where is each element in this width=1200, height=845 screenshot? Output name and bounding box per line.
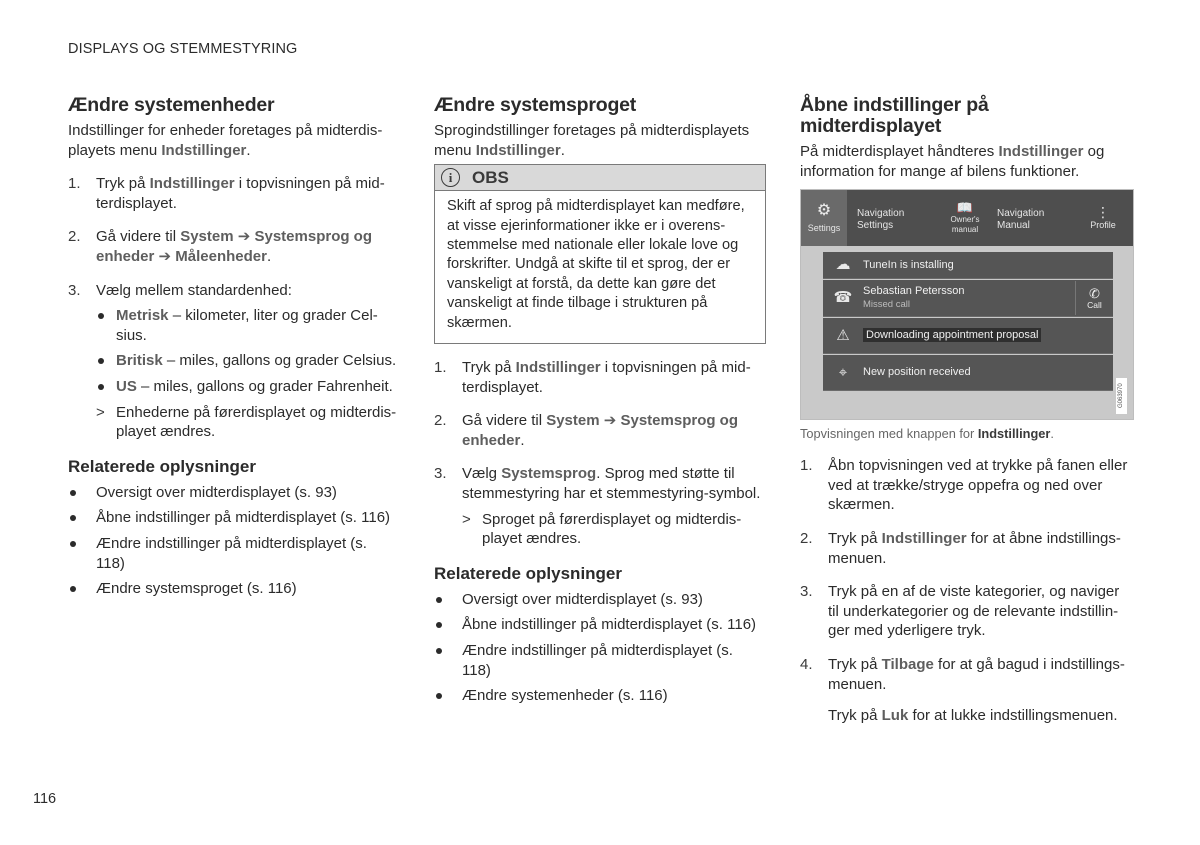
step-item: 1. Åbn topvisningen ved at trykke på fanen eller ved at trække/stryge oppefra og ned over skærmen. bbox=[800, 457, 1128, 514]
unit-option: Britisk – miles, gallons og grader Celsius. bbox=[96, 351, 400, 371]
unit-option: Metrisk – kilometer, liter og grader Celsius. bbox=[96, 306, 400, 345]
book-icon: 📖 bbox=[956, 200, 974, 216]
profile-icon: ⋮ bbox=[1096, 204, 1110, 221]
unit-options bbox=[96, 306, 400, 396]
note-header bbox=[435, 165, 765, 191]
notification-item[interactable]: ☎ Sebastian Petersson Missed call ✆ Call bbox=[823, 280, 1113, 317]
bullet-icon bbox=[434, 615, 462, 635]
bullet-icon bbox=[68, 534, 96, 573]
related-link[interactable]: Ændre indstillinger på midterdisplayet (s. 118) bbox=[434, 641, 766, 680]
related-list bbox=[434, 590, 766, 706]
step-item: 3. Tryk på en af de viste kategorier, og naviger til underkategorier og de relevante indstillinger med yderligere tryk. bbox=[800, 583, 1120, 640]
notification-item[interactable]: ☁ TuneIn is installing bbox=[823, 252, 1113, 279]
warning-icon: ⚠ bbox=[836, 326, 850, 344]
step-item: 2. Tryk på Indstillinger for at åbne indstillingsmenuen. bbox=[800, 529, 1121, 567]
result-line: > Sproget på førerdisplayet og midterdisplayet ændres. bbox=[462, 510, 742, 548]
note-box bbox=[434, 164, 766, 344]
related-list bbox=[68, 483, 400, 599]
intro-paragraph: Sprogindstillinger foretages på midterdisplayets menu Indstillinger. bbox=[434, 122, 750, 159]
bullet-icon bbox=[96, 351, 116, 371]
related-link[interactable]: Åbne indstillinger på midterdisplayet (s. 116) bbox=[434, 615, 766, 635]
intro-paragraph: Indstillinger for enheder foretages på midterdisplayets menu Indstillinger. bbox=[68, 122, 383, 159]
step-item: 4. Tryk på Tilbage for at gå bagud i indstillingsmenuen. bbox=[800, 655, 1125, 693]
call-button[interactable]: ✆ Call bbox=[1075, 281, 1113, 315]
result-line: > Enhederne på førerdisplayet og midterdisplayet ændres. bbox=[96, 403, 397, 441]
bullet-icon bbox=[68, 483, 96, 503]
note-text: Skift af sprog på midterdisplayet kan medføre, at visse ejerinformationer ikke er i overensstemmelse med nationale eller lokale love og forskrifter. Undgå at skifte til et sprog, der er vanskeligt at forstå, da dette kan gøre det vanskeligt at finde tilbage i strukturen på skærmen. bbox=[447, 198, 745, 331]
bullet-icon bbox=[96, 377, 116, 397]
note-label: OBS bbox=[472, 167, 509, 187]
bullet-icon bbox=[68, 579, 96, 599]
tab-settings[interactable]: ⚙ Settings bbox=[801, 190, 847, 246]
result-marker-icon: > bbox=[96, 403, 105, 421]
close-instruction: Tryk på Luk for at lukke indstillingsmenuen. bbox=[828, 707, 1118, 725]
tab-profile[interactable]: ⋮ Profile bbox=[1090, 204, 1116, 231]
step-item: 2. Gå videre til System ➔ Systemsprog og enheder. bbox=[434, 412, 739, 449]
arrow-icon: ➔ bbox=[599, 412, 621, 430]
related-link[interactable]: Ændre indstillinger på midterdisplayet (s. 118) bbox=[68, 534, 400, 573]
center-display-screenshot bbox=[800, 189, 1134, 420]
column-open-settings bbox=[800, 95, 1134, 726]
phone-icon: ✆ bbox=[1089, 285, 1100, 301]
position-icon: ⌖ bbox=[838, 363, 848, 381]
menu-term: Indstillinger bbox=[161, 141, 247, 159]
bullet-icon bbox=[434, 590, 462, 610]
unit-option: US – miles, gallons og grader Fahrenheit. bbox=[96, 377, 400, 397]
top-view-bar bbox=[801, 190, 1134, 246]
page-number: 116 bbox=[33, 791, 57, 807]
section-heading: Åbne indstillinger på midterdisplayet bbox=[800, 94, 989, 137]
phone-missed-icon: ☎ bbox=[833, 289, 853, 307]
related-link[interactable]: Åbne indstillinger på midterdisplayet (s. 116) bbox=[68, 508, 400, 528]
tab-navigation-manual[interactable]: Navigation Manual bbox=[997, 208, 1045, 232]
figure-caption: Topvisningen med knappen for Indstillinger. bbox=[800, 426, 1054, 442]
intro-paragraph: På midterdisplayet håndteres Indstillinger og information for mange af bilens funktioner. bbox=[800, 143, 1105, 180]
tab-navigation-settings[interactable]: Navigation Settings bbox=[857, 208, 905, 232]
tab-owners-manual[interactable]: 📖 Owner's manual bbox=[950, 200, 980, 235]
bullet-icon bbox=[434, 686, 462, 706]
step-list bbox=[434, 358, 766, 504]
related-link[interactable]: Ændre systemsproget (s. 116) bbox=[68, 579, 400, 599]
arrow-icon: ➔ bbox=[233, 228, 255, 246]
section-heading: Ændre systemenheder bbox=[68, 94, 275, 116]
running-header: DISPLAYS OG STEMMESTYRING bbox=[68, 41, 298, 57]
menu-term: Indstillinger bbox=[475, 141, 561, 159]
notification-item[interactable]: ⌖ New position received bbox=[823, 355, 1113, 391]
step-list bbox=[800, 456, 1134, 694]
step-item: 3. Vælg Systemsprog. Sprog med støtte til stemmestyring har et stemmestyring-symbol. bbox=[434, 465, 761, 502]
related-heading: Relaterede oplysninger bbox=[68, 456, 257, 476]
step-list bbox=[68, 174, 400, 300]
related-link[interactable]: Ændre systemenheder (s. 116) bbox=[434, 686, 766, 706]
menu-term: Indstillinger bbox=[998, 143, 1084, 160]
bullet-icon bbox=[68, 508, 96, 528]
cloud-icon: ☁ bbox=[835, 256, 851, 274]
bullet-icon bbox=[96, 306, 116, 345]
step-item: 1. Tryk på Indstillinger i topvisningen på midterdisplayet. bbox=[68, 175, 385, 212]
section-heading: Ændre systemsproget bbox=[434, 94, 637, 116]
image-code: G063970 bbox=[1116, 378, 1127, 414]
step-item: 3. Vælg mellem standardenhed: bbox=[68, 281, 292, 299]
column-system-language bbox=[434, 95, 766, 706]
column-system-units bbox=[68, 95, 400, 599]
info-icon: i bbox=[441, 168, 460, 187]
step-item: 1. Tryk på Indstillinger i topvisningen på midterdisplayet. bbox=[434, 359, 751, 396]
bullet-icon bbox=[434, 641, 462, 680]
related-link[interactable]: Oversigt over midterdisplayet (s. 93) bbox=[68, 483, 400, 503]
arrow-icon: ➔ bbox=[154, 247, 176, 265]
related-link[interactable]: Oversigt over midterdisplayet (s. 93) bbox=[434, 590, 766, 610]
step-item: 2. Gå videre til System ➔ Systemsprog og enheder ➔ Måleenheder. bbox=[68, 228, 373, 265]
result-marker-icon: > bbox=[462, 510, 471, 528]
related-heading: Relaterede oplysninger bbox=[434, 563, 623, 583]
gear-icon: ⚙ bbox=[816, 201, 832, 219]
notification-item[interactable]: ⚠ Downloading appointment proposal bbox=[823, 318, 1113, 354]
